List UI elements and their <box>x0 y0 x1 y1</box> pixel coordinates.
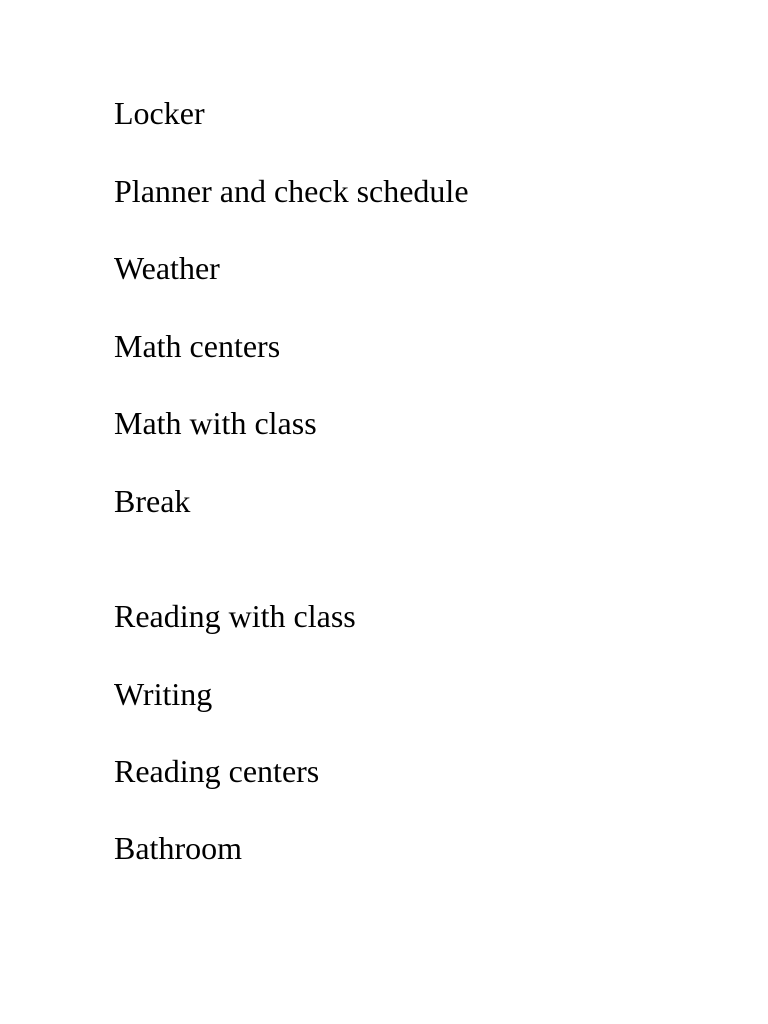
schedule-item-math-with-class: Math with class <box>114 405 317 441</box>
schedule-item-reading-centers: Reading centers <box>114 753 320 789</box>
schedule-item-writing: Writing <box>114 676 213 712</box>
schedule-item-planner: Planner and check schedule <box>114 173 469 209</box>
schedule-item-locker: Locker <box>114 95 205 131</box>
schedule-item-reading-with-class: Reading with class <box>114 598 356 634</box>
schedule-item-break: Break <box>114 483 191 519</box>
schedule-item-bathroom: Bathroom <box>114 830 242 866</box>
schedule-item-weather: Weather <box>114 250 220 286</box>
schedule-item-math-centers: Math centers <box>114 328 281 364</box>
